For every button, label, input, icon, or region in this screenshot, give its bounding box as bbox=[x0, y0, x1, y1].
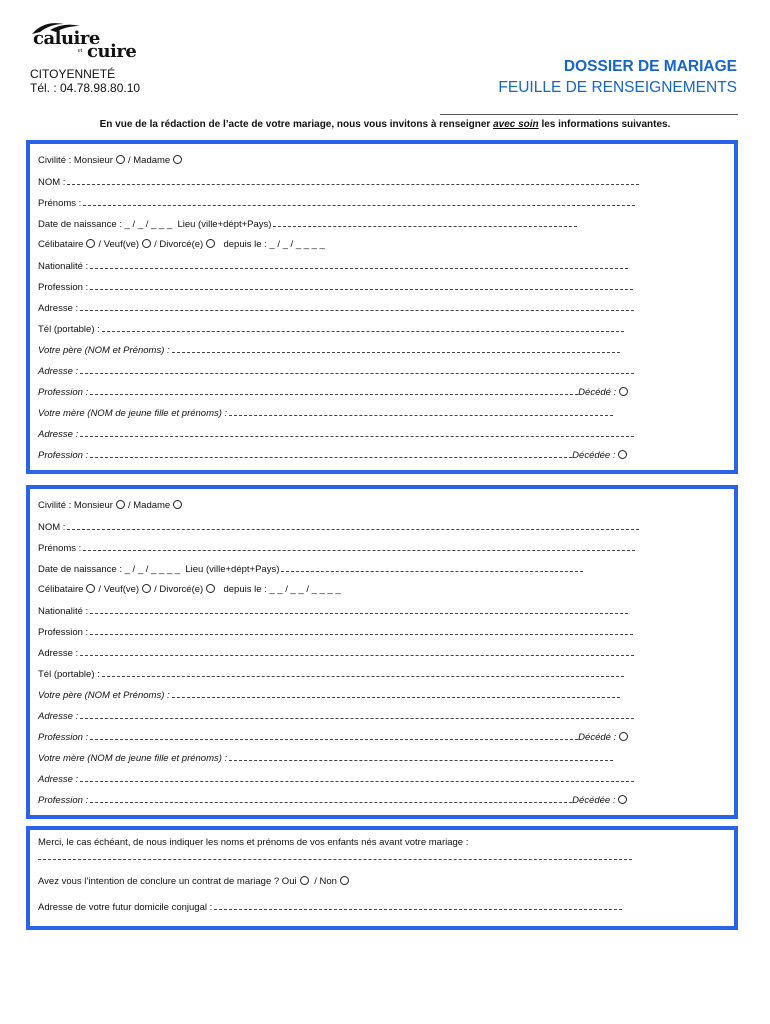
madame-radio[interactable] bbox=[173, 500, 182, 509]
naissance-date-field[interactable]: _ / _ / _ _ _ bbox=[124, 219, 173, 230]
divorce-radio[interactable] bbox=[206, 584, 215, 593]
domicile-row: Adresse de votre futur domicile conjugal : bbox=[38, 900, 622, 914]
mere-row: Votre mère (NOM de jeune fille et prénoms) : bbox=[38, 406, 613, 420]
situation-row: Célibataire / Veuf(ve) / Divorcé(e) depuis le : _ / _ / _ _ _ _ bbox=[38, 239, 325, 250]
page-title: DOSSIER DE MARIAGE bbox=[563, 58, 737, 75]
children-fill-row bbox=[38, 850, 632, 864]
mere-decedee-radio[interactable] bbox=[618, 795, 627, 804]
mere-adresse-row: Adresse : bbox=[38, 427, 634, 441]
mere-field[interactable] bbox=[229, 406, 613, 416]
nationalite-row: Nationalité : bbox=[38, 604, 628, 618]
contract-non-radio[interactable] bbox=[340, 876, 349, 885]
intro-text: En vue de la rédaction de l’acte de votre mariage, nous vous invitons à renseigner avec soin les informations suivantes. bbox=[99, 119, 671, 130]
contract-row: Avez vous l’intention de conclure un contrat de mariage ? Oui / Non bbox=[38, 875, 352, 889]
naissance-row: Date de naissance : _ / _ / _ _ _ _ Lieu (ville+dépt+Pays) bbox=[38, 562, 583, 576]
children-row: Merci, le cas échéant, de nous indiquer les noms et prénoms de vos enfants nés avant votre mariage : bbox=[38, 837, 469, 848]
title-divider bbox=[440, 114, 738, 115]
additional-info-section bbox=[26, 826, 738, 930]
adresse-row: Adresse : bbox=[38, 301, 634, 315]
pere-adresse-row: Adresse : bbox=[38, 364, 634, 378]
nationalite-field[interactable] bbox=[90, 259, 628, 269]
domicile-field[interactable] bbox=[214, 900, 622, 910]
prenoms-row: Prénoms : bbox=[38, 541, 635, 555]
spouse-1-section bbox=[26, 140, 738, 474]
adresse-field[interactable] bbox=[80, 646, 634, 656]
pere-adresse-field[interactable] bbox=[80, 364, 634, 374]
mere-profession-field[interactable] bbox=[90, 448, 572, 458]
prenoms-row: Prénoms : bbox=[38, 196, 635, 210]
adresse-row: Adresse : bbox=[38, 646, 634, 660]
pere-profession-row: Profession : Décédé : bbox=[38, 385, 631, 399]
pere-row: Votre père (NOM et Prénoms) : bbox=[38, 688, 620, 702]
pere-adresse-row: Adresse : bbox=[38, 709, 634, 723]
depuis-date-field[interactable]: _ / _ / _ _ _ _ bbox=[269, 239, 325, 250]
monsieur-radio[interactable] bbox=[116, 500, 125, 509]
intro-emphasis: avec soin bbox=[493, 119, 539, 130]
mere-profession-field[interactable] bbox=[90, 793, 572, 803]
nom-field[interactable] bbox=[67, 175, 639, 185]
prenoms-field[interactable] bbox=[83, 541, 635, 551]
civilite-row: Civilité : Monsieur / Madame bbox=[38, 154, 185, 168]
logo-text-cuire: cuire bbox=[87, 41, 137, 62]
pere-field[interactable] bbox=[172, 343, 620, 353]
mere-row: Votre mère (NOM de jeune fille et prénoms) : bbox=[38, 751, 613, 765]
department-name: CITOYENNETÉ bbox=[30, 67, 116, 81]
pere-decede-radio[interactable] bbox=[619, 732, 628, 741]
logo-swoosh-icon bbox=[30, 20, 90, 36]
veuf-radio[interactable] bbox=[142, 239, 151, 248]
prenoms-field[interactable] bbox=[83, 196, 635, 206]
nom-field[interactable] bbox=[67, 520, 639, 530]
pere-decede-radio[interactable] bbox=[619, 387, 628, 396]
logo-text-et: et bbox=[78, 48, 83, 54]
pere-profession-row: Profession : Décédé : bbox=[38, 730, 631, 744]
naissance-date-field[interactable]: _ / _ / _ _ _ _ bbox=[124, 564, 181, 575]
spouse-2-section bbox=[26, 485, 738, 819]
mere-decedee-radio[interactable] bbox=[618, 450, 627, 459]
tel-field[interactable] bbox=[102, 667, 624, 677]
pere-row: Votre père (NOM et Prénoms) : bbox=[38, 343, 620, 357]
pere-adresse-field[interactable] bbox=[80, 709, 634, 719]
page-subtitle: FEUILLE DE RENSEIGNEMENTS bbox=[498, 79, 737, 96]
pere-field[interactable] bbox=[172, 688, 620, 698]
logo-text-caluire: caluire bbox=[33, 28, 100, 49]
monsieur-radio[interactable] bbox=[116, 155, 125, 164]
mere-profession-row: Profession : Décédée : bbox=[38, 793, 630, 807]
naissance-row: Date de naissance : _ / _ / _ _ _ Lieu (ville+dépt+Pays) bbox=[38, 217, 577, 231]
lieu-field[interactable] bbox=[273, 217, 577, 227]
nationalite-field[interactable] bbox=[90, 604, 628, 614]
mere-field[interactable] bbox=[229, 751, 613, 761]
nom-row: NOM : bbox=[38, 520, 639, 534]
situation-row: Célibataire / Veuf(ve) / Divorcé(e) depuis le : _ _ / _ _ / _ _ _ _ bbox=[38, 584, 341, 595]
adresse-field[interactable] bbox=[80, 301, 634, 311]
mere-adresse-field[interactable] bbox=[80, 772, 634, 782]
civilite-row: Civilité : Monsieur / Madame bbox=[38, 499, 185, 513]
mere-adresse-field[interactable] bbox=[80, 427, 634, 437]
mere-adresse-row: Adresse : bbox=[38, 772, 634, 786]
nationalite-row: Nationalité : bbox=[38, 259, 628, 273]
divorce-radio[interactable] bbox=[206, 239, 215, 248]
tel-row: Tél (portable) : bbox=[38, 322, 624, 336]
celibataire-radio[interactable] bbox=[86, 239, 95, 248]
tel-field[interactable] bbox=[102, 322, 624, 332]
pere-profession-field[interactable] bbox=[90, 385, 578, 395]
profession-field[interactable] bbox=[90, 625, 633, 635]
profession-field[interactable] bbox=[90, 280, 633, 290]
lieu-field[interactable] bbox=[281, 562, 583, 572]
madame-radio[interactable] bbox=[173, 155, 182, 164]
mere-profession-row: Profession : Décédée : bbox=[38, 448, 630, 462]
department-phone: Tél. : 04.78.98.80.10 bbox=[30, 81, 141, 95]
profession-row: Profession : bbox=[38, 280, 633, 294]
tel-row: Tél (portable) : bbox=[38, 667, 624, 681]
children-field[interactable] bbox=[38, 850, 632, 860]
nom-row: NOM : bbox=[38, 175, 639, 189]
veuf-radio[interactable] bbox=[142, 584, 151, 593]
celibataire-radio[interactable] bbox=[86, 584, 95, 593]
depuis-date-field[interactable]: _ _ / _ _ / _ _ _ _ bbox=[269, 584, 341, 595]
contract-oui-radio[interactable] bbox=[300, 876, 309, 885]
pere-profession-field[interactable] bbox=[90, 730, 578, 740]
profession-row: Profession : bbox=[38, 625, 633, 639]
